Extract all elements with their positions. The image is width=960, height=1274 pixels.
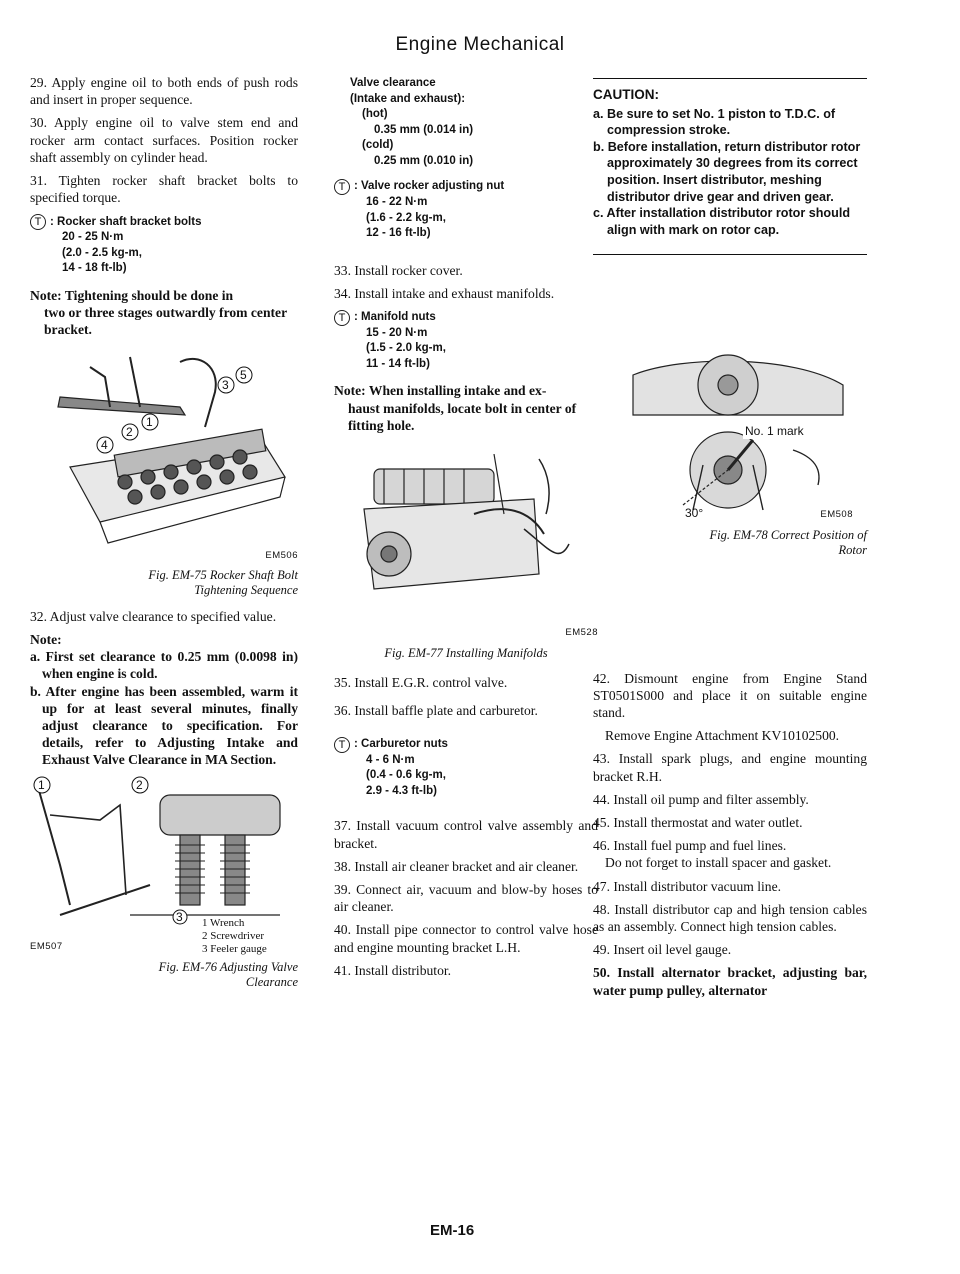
spec-condition-cold: (cold) bbox=[362, 139, 394, 151]
figure-code: EM528 bbox=[565, 627, 598, 639]
spec-value-nm: 16 - 22 N·m bbox=[366, 196, 428, 208]
step-33: 33. Install rocker cover. bbox=[334, 262, 463, 278]
note-manifolds bbox=[334, 382, 598, 434]
note-item-a: a. First set clearance to 0.25 mm (0.0098 in) when engine is cold. bbox=[30, 649, 298, 682]
callout-4: 4 bbox=[101, 437, 108, 452]
legend-item: 2 Screwdriver bbox=[202, 929, 265, 942]
figure-em75 bbox=[30, 347, 298, 564]
figure-caption-em76 bbox=[30, 960, 298, 990]
step-41: 41. Install distributor. bbox=[334, 962, 452, 978]
spec-label: : Valve rocker adjusting nut bbox=[354, 180, 505, 193]
step-50: 50. Install alternator bracket, adjusting bar, water pump pulley, alternator bbox=[593, 965, 867, 998]
no1-mark-label: No. 1 mark bbox=[745, 424, 804, 439]
step-38: 38. Install air cleaner bracket and air cleaner. bbox=[334, 858, 579, 874]
spec-label: : Manifold nuts bbox=[354, 311, 436, 324]
step-49: 49. Insert oil level gauge. bbox=[593, 942, 732, 958]
callout-3: 3 bbox=[222, 377, 229, 392]
figure-caption-em75 bbox=[30, 568, 298, 598]
spec-value-cold: 0.25 mm (0.010 in) bbox=[374, 154, 474, 167]
step-31: 31. Tighten rocker shaft bracket bolts to specified torque. bbox=[30, 173, 298, 206]
note-tightening bbox=[30, 287, 298, 339]
page-number: EM-16 bbox=[430, 1222, 475, 1239]
note-label: Note: When installing intake and ex- bbox=[334, 383, 547, 399]
caption-line-2: Clearance bbox=[245, 974, 298, 989]
step-40: 40. Install pipe connector to control valve hose and engine mounting bracket L.H. bbox=[334, 922, 598, 955]
spec-value-hot: 0.35 mm (0.014 in) bbox=[374, 123, 474, 136]
figure-caption-em78 bbox=[593, 528, 867, 558]
step-46: 46. Install fuel pump and fuel lines. bbox=[593, 838, 787, 854]
note-item-b: b. After engine has been assembled, warm it up for at least several minutes, finally adjust clearance to specification. For details, refer to Adjusting Intake and Exhaust Valve Clearance in MA Section. bbox=[30, 683, 298, 768]
step-44: 44. Install oil pump and filter assembly. bbox=[593, 791, 809, 807]
caution-item-a: a. Be sure to set No. 1 piston to T.D.C. of compression stroke. bbox=[593, 106, 836, 138]
torque-icon: T bbox=[334, 737, 350, 753]
spec-value-kgm: (0.4 - 0.6 kg-m, bbox=[366, 769, 446, 782]
spec-value-kgm: (2.0 - 2.5 kg-m, bbox=[62, 246, 142, 259]
spec-manifold-nuts bbox=[334, 310, 598, 373]
step-32: 32. Adjust valve clearance to specified value. bbox=[30, 608, 277, 624]
figure-legend bbox=[202, 917, 298, 956]
note-text: haust manifolds, locate bolt in center of fitting hole. bbox=[348, 400, 577, 433]
figure-caption-em77: Fig. EM-77 Installing Manifolds bbox=[384, 646, 548, 661]
torque-icon: T bbox=[334, 310, 350, 326]
column-right bbox=[593, 74, 867, 1005]
note-label: Note: Tightening should be done in bbox=[30, 287, 234, 303]
angle-label: 30° bbox=[685, 506, 704, 521]
step-42: 42. Dismount engine from Engine Stand ST0501S000 and place it on suitable engine stand. bbox=[593, 670, 867, 720]
spec-rocker-shaft-bolts bbox=[30, 214, 298, 277]
figure-em76 bbox=[30, 775, 298, 956]
caption-line-1: Fig. EM-76 Adjusting Valve bbox=[158, 959, 298, 974]
spec-label: : Rocker shaft bracket bolts bbox=[50, 215, 202, 228]
legend-item: 3 Feeler gauge bbox=[202, 942, 267, 955]
valve-adjust-illustration bbox=[30, 775, 298, 925]
spec-valve-rocker-nut bbox=[334, 179, 598, 242]
column-left bbox=[30, 74, 298, 1000]
spec-value-nm: 15 - 20 N·m bbox=[366, 326, 428, 339]
spec-label: : Carburetor nuts bbox=[354, 738, 448, 751]
caption-line-2: Tightening Sequence bbox=[194, 582, 298, 597]
caution-title: CAUTION: bbox=[593, 87, 659, 102]
torque-icon: T bbox=[334, 179, 350, 195]
callout-2: 2 bbox=[126, 424, 133, 439]
step-48: 48. Install distributor cap and high tension cables as an assembly. Connect high tension cables. bbox=[593, 901, 867, 934]
spec-value-ftlb: 2.9 - 4.3 ft-lb) bbox=[366, 784, 437, 797]
spec-label: (Intake and exhaust): bbox=[350, 92, 466, 105]
steps-42-50 bbox=[593, 670, 867, 999]
step-39: 39. Connect air, vacuum and blow-by hoses to air cleaner. bbox=[334, 881, 598, 915]
legend-item: 1 Wrench bbox=[202, 916, 245, 929]
note-valve-clearance bbox=[30, 631, 298, 769]
spec-condition-hot: (hot) bbox=[362, 108, 388, 120]
callout-1: 1 bbox=[146, 414, 153, 429]
spec-value-nm: 4 - 6 N·m bbox=[366, 753, 415, 766]
callout-3: 3 bbox=[176, 909, 183, 924]
figure-code: EM508 bbox=[820, 509, 853, 521]
caption-line-1: Fig. EM-78 Correct Position of bbox=[709, 527, 867, 542]
caution-item-c: c. After installation distributor rotor should align with mark on rotor cap. bbox=[593, 206, 851, 237]
step-42-sub: Remove Engine Attachment KV10102500. bbox=[605, 728, 840, 744]
figure-em78 bbox=[593, 345, 867, 523]
caution-box bbox=[593, 78, 867, 255]
note-text: two or three stages outwardly from center bracket. bbox=[44, 305, 287, 338]
spec-label: Valve clearance bbox=[350, 77, 436, 89]
step-35: 35. Install E.G.R. control valve. bbox=[334, 675, 508, 691]
callout-2: 2 bbox=[136, 777, 143, 792]
step-37: 37. Install vacuum control valve assembly and bracket. bbox=[334, 818, 598, 851]
step-36: 36. Install baffle plate and carburetor. bbox=[334, 702, 538, 718]
spec-value-nm: 20 - 25 N·m bbox=[62, 231, 124, 244]
rocker-shaft-illustration bbox=[30, 347, 298, 547]
spec-value-kgm: (1.5 - 2.0 kg-m, bbox=[366, 342, 446, 355]
step-46-sub: Do not forget to install spacer and gasket. bbox=[605, 855, 832, 871]
caption-line-1: Fig. EM-75 Rocker Shaft Bolt bbox=[148, 567, 298, 582]
caption-line-2: Rotor bbox=[838, 542, 867, 557]
note-label: Note: bbox=[30, 631, 62, 647]
figure-code: EM507 bbox=[30, 941, 63, 953]
torque-icon: T bbox=[30, 214, 46, 230]
page-header: Engine Mechanical bbox=[395, 34, 565, 55]
spec-value-ftlb: 14 - 18 ft-lb) bbox=[62, 262, 127, 275]
step-34: 34. Install intake and exhaust manifolds. bbox=[334, 285, 555, 301]
spec-value-kgm: (1.6 - 2.2 kg-m, bbox=[366, 211, 446, 224]
column-middle bbox=[334, 74, 598, 985]
step-45: 45. Install thermostat and water outlet. bbox=[593, 814, 803, 830]
step-47: 47. Install distributor vacuum line. bbox=[593, 878, 782, 894]
caution-item-b: b. Before installation, return distributor rotor approximately 30 degrees from its correct position. Insert distributor, meshing distributor drive gear and driven gear. bbox=[593, 139, 861, 204]
spec-valve-clearance bbox=[334, 76, 598, 169]
step-43: 43. Install spark plugs, and engine mounting bracket R.H. bbox=[593, 751, 867, 784]
spec-carburetor-nuts bbox=[334, 737, 598, 800]
spec-value-ftlb: 11 - 14 ft-lb) bbox=[366, 357, 430, 370]
step-30: 30. Apply engine oil to valve stem end and rocker arm contact surfaces. Position rocker shaft assembly on cylinder head. bbox=[30, 115, 298, 165]
step-29: 29. Apply engine oil to both ends of push rods and insert in proper sequence. bbox=[30, 75, 298, 108]
engine-manifold-illustration bbox=[334, 454, 584, 604]
distributor-rotor-illustration bbox=[593, 345, 867, 520]
callout-5: 5 bbox=[240, 367, 247, 382]
spec-value-ftlb: 12 - 16 ft-lb) bbox=[366, 227, 431, 239]
figure-em77 bbox=[334, 454, 598, 641]
figure-code: EM506 bbox=[265, 549, 298, 561]
callout-1: 1 bbox=[38, 777, 45, 792]
